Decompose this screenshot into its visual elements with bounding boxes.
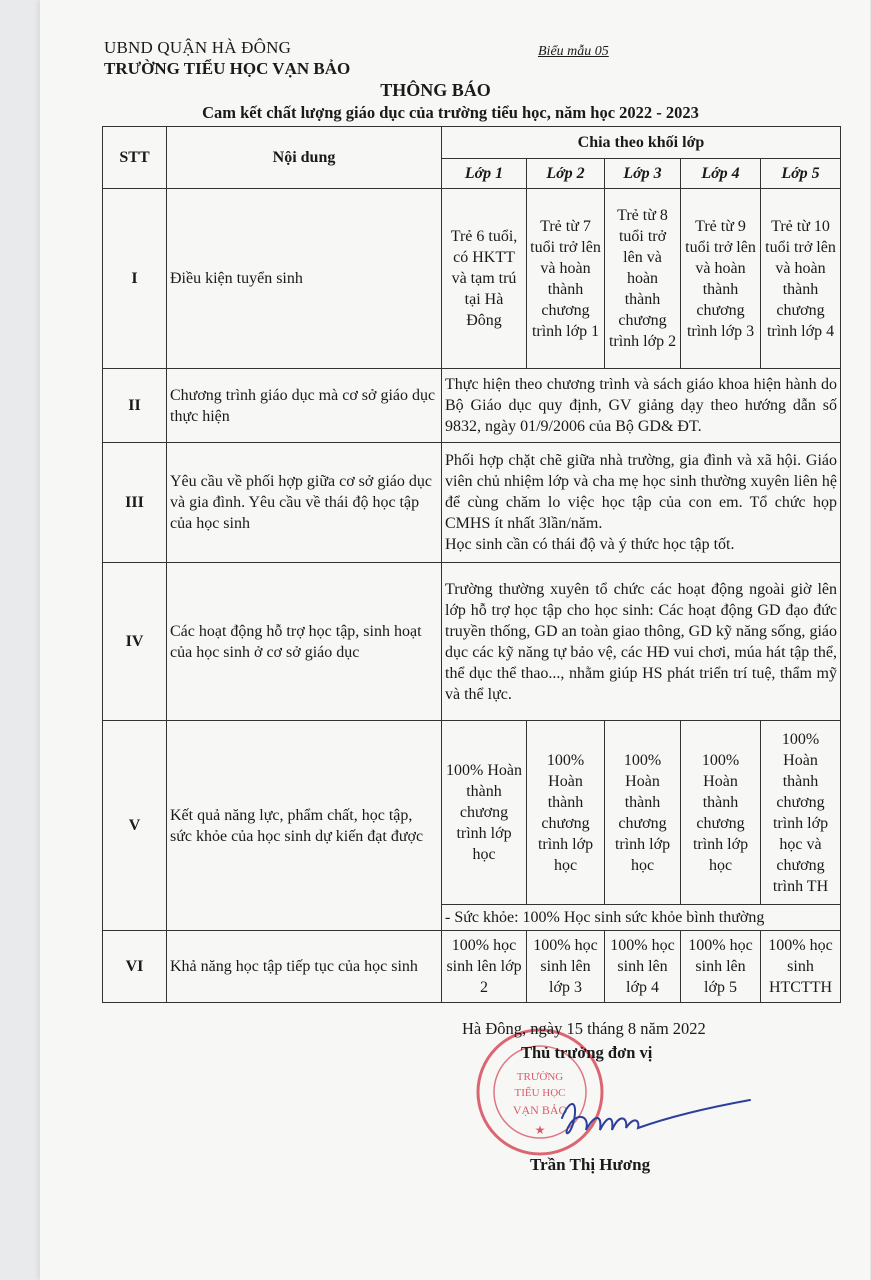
row-cell: Trẻ từ 9 tuổi trở lên và hoàn thành chương trình lớp 3 (681, 189, 761, 369)
header-grade-group: Chia theo khối lớp (442, 127, 841, 159)
row-cell: 100% Hoàn thành chương trình lớp học (605, 721, 681, 905)
document-title: THÔNG BÁO (380, 80, 491, 100)
row-cell: 100% Hoàn thành chương trình lớp học (527, 721, 605, 905)
authority-name: UBND QUẬN HÀ ĐÔNG (104, 38, 292, 57)
svg-text:★: ★ (534, 1123, 546, 1137)
header-grade-1: Lớp 1 (442, 159, 527, 189)
row-content: Các hoạt động hỗ trợ học tập, sinh hoạt của học sinh ở cơ sở giáo dục (167, 563, 442, 721)
row-cell: 100% học sinh lên lớp 2 (442, 931, 527, 1003)
row-cell: 100% Hoàn thành chương trình lớp học (681, 721, 761, 905)
row-merged-text: Phối hợp chặt chẽ giữa nhà trường, gia đình và xã hội. Giáo viên chủ nhiệm lớp và cha mẹ học sinh thường xuyên liên hệ để cùng chăm lo việc học tập của con em. Tổ chức họp CMHS ít nhất 3lần/năm. (445, 452, 837, 532)
form-number: Biểu mẫu 05 (538, 44, 609, 59)
svg-text:TIỂU HỌC: TIỂU HỌC (514, 1087, 566, 1099)
row-content: Khả năng học tập tiếp tục của học sinh (167, 931, 442, 1003)
header-content: Nội dung (167, 127, 442, 189)
row-cell: Trẻ 6 tuổi, có HKTT và tạm trú tại Hà Đông (442, 189, 527, 369)
header-grade-5: Lớp 5 (761, 159, 841, 189)
table-row (103, 443, 841, 563)
header-stt: STT (103, 127, 167, 189)
row-cell: Trẻ từ 8 tuổi trở lên và hoàn thành chương trình lớp 2 (605, 189, 681, 369)
row-content: Yêu cầu về phối hợp giữa cơ sở giáo dục và gia đình. Yêu cầu về thái độ học tập của học sinh (167, 443, 442, 563)
row-cell: 100% học sinh HTCTTH (761, 931, 841, 1003)
school-name: TRƯỜNG TIỂU HỌC VẠN BẢO (104, 59, 351, 78)
signature (556, 1090, 756, 1150)
row-cell: 100% học sinh lên lớp 5 (681, 931, 761, 1003)
health-note: - Sức khỏe: 100% Học sinh sức khỏe bình thường (442, 905, 841, 931)
row-stt: I (103, 189, 167, 369)
row-merged-cell: Trường thường xuyên tổ chức các hoạt động ngoài giờ lên lớp hỗ trợ học tập cho học sinh: Các hoạt động GD đạo đức truyền thống, GD an toàn giao thông, GD kỹ năng sống, giáo dục các kỹ năng tự bảo vệ, các HĐ vui chơi, múa hát tập thể, thể dục thể thao..., nhằm giúp HS phát triển trí tuệ, thẩm mỹ và thể lực. (442, 563, 841, 721)
table-row (103, 931, 841, 1003)
header-grade-2: Lớp 2 (527, 159, 605, 189)
commitment-table (102, 126, 841, 1003)
header-grade-4: Lớp 4 (681, 159, 761, 189)
row-stt: IV (103, 563, 167, 721)
row-stt: V (103, 721, 167, 931)
svg-text:VẠN BẢO: VẠN BẢO (512, 1103, 568, 1117)
row-cell: 100% Hoàn thành chương trình lớp học (442, 721, 527, 905)
table-row (103, 721, 841, 905)
row-stt: VI (103, 931, 167, 1003)
place-date: Hà Đông, ngày 15 tháng 8 năm 2022 (462, 1019, 706, 1038)
svg-text:TRƯỜNG: TRƯỜNG (516, 1071, 564, 1083)
table-row (103, 369, 841, 443)
row-content: Điều kiện tuyển sinh (167, 189, 442, 369)
row-merged-text-2: Học sinh cần có thái độ và ý thức học tập tốt. (445, 536, 735, 553)
row-merged-cell: Thực hiện theo chương trình và sách giáo khoa hiện hành do Bộ Giáo dục quy định, GV giảng dạy theo hướng dẫn số 9832, ngày 01/9/2006 của Bộ GD& ĐT. (442, 369, 841, 443)
row-content: Chương trình giáo dục mà cơ sở giáo dục thực hiện (167, 369, 442, 443)
row-cell: Trẻ từ 10 tuổi trở lên và hoàn thành chương trình lớp 4 (761, 189, 841, 369)
table-row (103, 563, 841, 721)
row-cell: 100% học sinh lên lớp 4 (605, 931, 681, 1003)
document-subtitle: Cam kết chất lượng giáo dục của trường tiểu học, năm học 2022 - 2023 (202, 103, 699, 122)
table-row (103, 189, 841, 369)
row-stt: III (103, 443, 167, 563)
row-cell: 100% học sinh lên lớp 3 (527, 931, 605, 1003)
signer-role: Thủ trưởng đơn vị (521, 1043, 653, 1062)
signer-name: Trần Thị Hương (530, 1155, 651, 1174)
header-grade-3: Lớp 3 (605, 159, 681, 189)
row-content: Kết quả năng lực, phẩm chất, học tập, sức khỏe của học sinh dự kiến đạt được (167, 721, 442, 931)
row-merged-cell (442, 443, 841, 563)
row-cell: Trẻ từ 7 tuổi trở lên và hoàn thành chương trình lớp 1 (527, 189, 605, 369)
row-stt: II (103, 369, 167, 443)
row-cell: 100% Hoàn thành chương trình lớp học và chương trình TH (761, 721, 841, 905)
